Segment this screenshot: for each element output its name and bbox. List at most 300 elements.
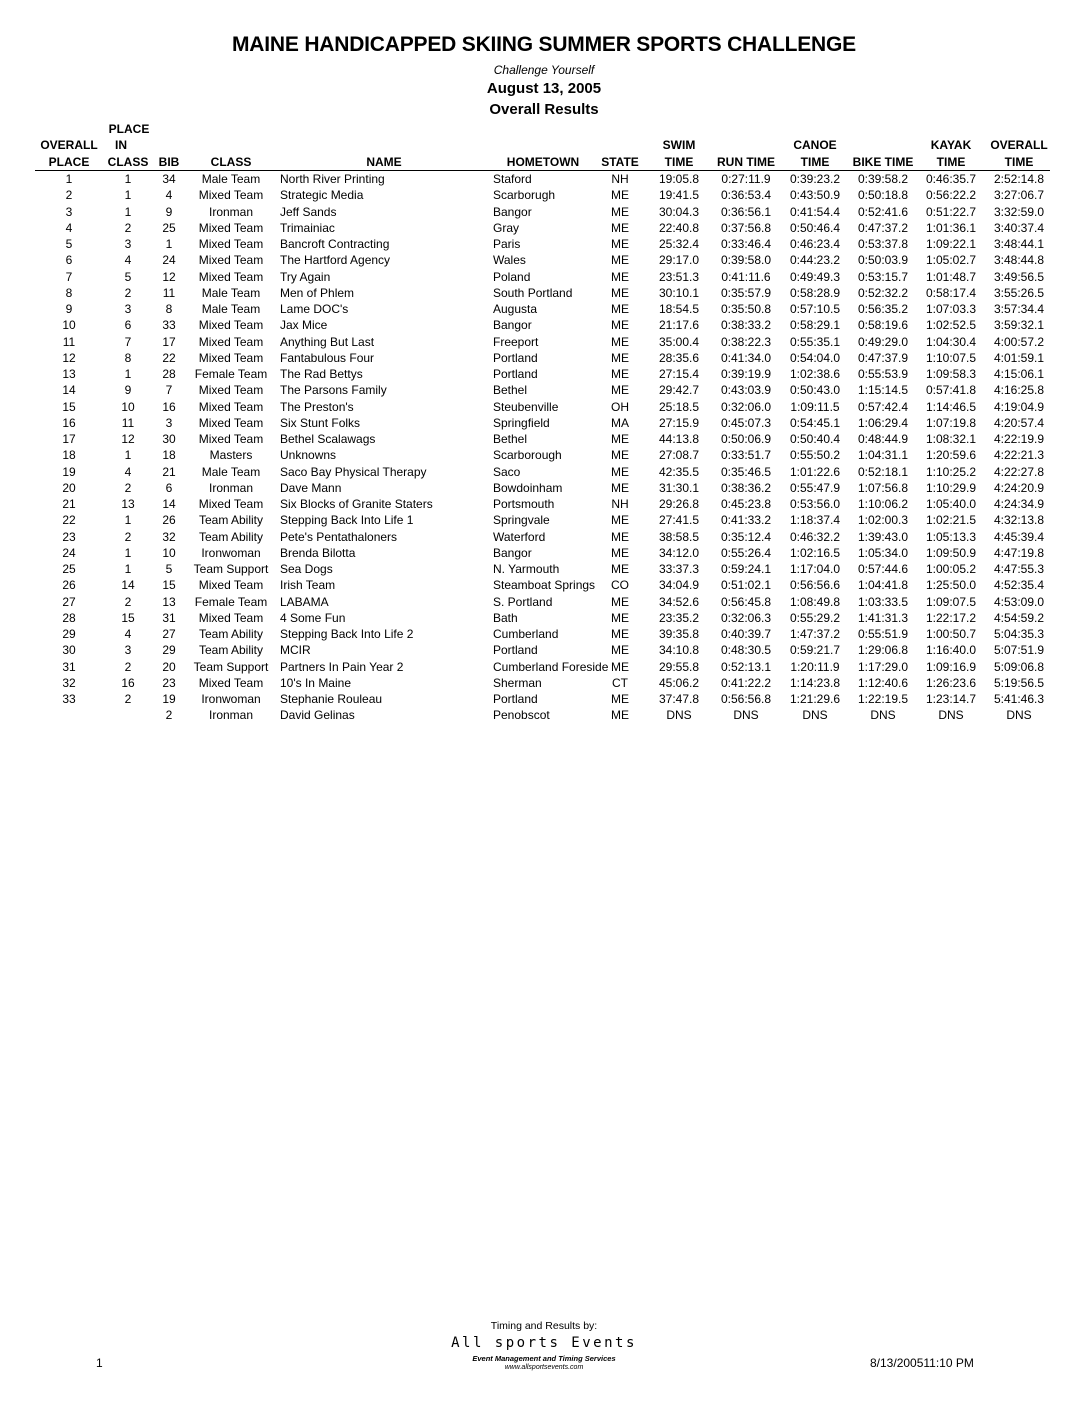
cell-bike-time: 0:50:18.8 — [857, 188, 909, 203]
cell-run-time: 0:40:39.7 — [720, 627, 772, 641]
cell-class: Mixed Team — [198, 497, 264, 511]
cell-kayak-time: 1:09:22.1 — [925, 237, 977, 251]
cell-kayak-time: 1:26:23.6 — [925, 675, 977, 690]
cell-class-place: 2 — [124, 659, 132, 674]
cell-bike-time: 0:53:37.8 — [857, 237, 909, 251]
cell-run-time: 0:39:19.9 — [720, 367, 772, 381]
cell-class: Masters — [209, 448, 253, 463]
cell-state: ME — [611, 367, 629, 381]
cell-class: Male Team — [201, 302, 261, 316]
cell-state: ME — [611, 610, 629, 625]
cell-swim-time: 30:04.3 — [658, 204, 700, 219]
cell-swim-time: 19:41.5 — [658, 188, 700, 203]
cell-overall-time: 3:32:59.0 — [993, 204, 1045, 219]
cell-swim-time: 19:05.8 — [658, 172, 700, 186]
cell-state: ME — [611, 480, 629, 495]
cell-overall-time: 4:22:27.8 — [993, 464, 1045, 479]
cell-class-place: 1 — [124, 188, 132, 203]
cell-bib: 29 — [162, 643, 176, 658]
cell-canoe-time: 0:59:21.7 — [789, 643, 841, 658]
cell-hometown: Portland — [493, 350, 538, 365]
cell-bike-time: 0:49:29.0 — [857, 334, 909, 349]
cell-overall-place: 13 — [62, 367, 76, 381]
cell-kayak-time: 1:10:29.9 — [925, 480, 977, 495]
table-row — [0, 431, 1088, 447]
table-row — [0, 675, 1088, 691]
cell-class-place: 3 — [124, 302, 132, 316]
cell-class: Male Team — [201, 285, 261, 300]
cell-class-place: 11 — [121, 415, 135, 430]
cell-kayak-time: 1:09:07.5 — [925, 594, 977, 609]
cell-overall-place: 28 — [62, 610, 76, 625]
cell-bike-time: 1:07:56.8 — [857, 480, 909, 495]
table-row — [0, 464, 1088, 480]
table-row — [0, 626, 1088, 642]
cell-hometown: Scarborough — [493, 448, 562, 463]
cell-team-name: 10's In Maine — [280, 675, 351, 690]
cell-kayak-time: 1:08:32.1 — [925, 432, 977, 446]
cell-state: MA — [611, 415, 629, 430]
cell-overall-time: 4:32:13.8 — [993, 513, 1045, 528]
cell-team-name: Fantabulous Four — [280, 350, 375, 365]
cell-bike-time: 0:39:58.2 — [857, 172, 909, 186]
cell-swim-time: 29:17.0 — [658, 253, 700, 268]
cell-run-time: 0:43:03.9 — [720, 383, 772, 398]
table-row — [0, 594, 1088, 610]
header-swim: SWIM — [662, 138, 696, 152]
cell-overall-place: 6 — [65, 253, 73, 268]
cell-overall-place: 26 — [62, 578, 76, 593]
cell-overall-place: 21 — [62, 497, 76, 511]
table-row — [0, 187, 1088, 203]
cell-run-time: 0:32:06.3 — [720, 610, 772, 625]
cell-run-time: 0:33:46.4 — [720, 237, 772, 251]
cell-state: ME — [611, 432, 629, 446]
cell-hometown: Augusta — [493, 302, 538, 316]
cell-kayak-time: 1:16:40.0 — [925, 643, 977, 658]
cell-bib: 8 — [165, 302, 173, 316]
cell-kayak-time: 1:09:58.3 — [925, 367, 977, 381]
cell-team-name: North River Printing — [280, 172, 385, 186]
table-row — [0, 415, 1088, 431]
cell-run-time: 0:41:33.2 — [720, 513, 772, 528]
cell-hometown: Freeport — [493, 334, 539, 349]
cell-team-name: Irish Team — [280, 578, 336, 593]
cell-run-time: 0:36:53.4 — [720, 188, 772, 203]
cell-swim-time: 33:37.3 — [658, 562, 700, 576]
table-row — [0, 171, 1088, 187]
cell-team-name: The Hartford Agency — [280, 253, 391, 268]
cell-state: ME — [611, 708, 629, 723]
cell-run-time: 0:45:07.3 — [720, 415, 772, 430]
cell-kayak-time: 1:05:13.3 — [925, 529, 977, 544]
cell-bike-time: 0:53:15.7 — [857, 269, 909, 284]
cell-canoe-time: 0:46:23.4 — [789, 237, 841, 251]
cell-bib: 19 — [162, 692, 176, 706]
cell-overall-time: 4:47:19.8 — [993, 545, 1045, 560]
cell-kayak-time: 1:09:16.9 — [925, 659, 977, 674]
cell-bib: 27 — [162, 627, 176, 641]
cell-hometown: Gray — [493, 220, 520, 235]
cell-run-time: 0:41:11.6 — [721, 269, 771, 284]
cell-class-place: 6 — [124, 318, 132, 333]
cell-class: Mixed Team — [198, 269, 264, 284]
cell-run-time: 0:35:57.9 — [720, 285, 772, 300]
cell-run-time: 0:38:36.2 — [720, 480, 772, 495]
cell-team-name: The Preston's — [280, 399, 354, 414]
table-row — [0, 561, 1088, 577]
cell-swim-time: 34:04.9 — [658, 578, 700, 593]
cell-canoe-time: 1:02:16.5 — [789, 545, 841, 560]
cell-run-time: 0:45:23.8 — [720, 497, 772, 511]
cell-bib: 28 — [162, 367, 176, 381]
cell-team-name: Jeff Sands — [280, 204, 337, 219]
cell-swim-time: 25:18.5 — [658, 399, 700, 414]
cell-kayak-time: 1:07:19.8 — [925, 415, 977, 430]
table-row — [0, 399, 1088, 415]
cell-bib: 22 — [162, 350, 176, 365]
cell-kayak-time: 0:57:41.8 — [925, 383, 977, 398]
cell-bib: 24 — [162, 253, 176, 268]
cell-state: ME — [611, 269, 629, 284]
cell-swim-time: 29:55.8 — [658, 659, 700, 674]
company-url: www.allsportsevents.com — [504, 1364, 584, 1371]
header-overall-time: TIME — [1004, 155, 1034, 169]
cell-state: ME — [611, 350, 629, 365]
cell-bike-time: 0:56:35.2 — [857, 302, 909, 316]
cell-overall-time: 4:00:57.2 — [993, 334, 1045, 349]
cell-overall-time: 3:48:44.8 — [993, 253, 1045, 268]
table-row — [0, 529, 1088, 545]
cell-state: ME — [611, 692, 629, 706]
cell-state: CO — [611, 578, 629, 593]
cell-run-time: 0:36:56.1 — [720, 204, 772, 219]
cell-bike-time: 1:05:34.0 — [857, 545, 909, 560]
cell-team-name: Trimainiac — [280, 220, 335, 235]
cell-class-place: 2 — [124, 692, 132, 706]
cell-kayak-time: 1:09:50.9 — [925, 545, 977, 560]
cell-kayak-time: 1:23:14.7 — [925, 692, 977, 706]
cell-canoe-time: 1:17:04.0 — [789, 562, 841, 576]
cell-overall-time: 4:24:34.9 — [993, 497, 1045, 511]
cell-canoe-time: DNS — [802, 708, 828, 723]
cell-class: Mixed Team — [198, 415, 264, 430]
cell-swim-time: 21:17.6 — [658, 318, 700, 333]
cell-canoe-time: 1:21:29.6 — [789, 692, 841, 706]
cell-overall-place: 7 — [65, 269, 73, 284]
cell-overall-time: 4:45:39.4 — [993, 529, 1045, 544]
header-in: IN — [115, 138, 127, 152]
table-row — [0, 382, 1088, 398]
cell-state: ME — [611, 529, 629, 544]
cell-kayak-time: 1:25:50.0 — [925, 578, 977, 593]
cell-run-time: 0:41:34.0 — [720, 350, 772, 365]
cell-overall-time: 4:52:35.4 — [993, 578, 1045, 593]
table-row — [0, 236, 1088, 252]
cell-bib: 16 — [162, 399, 176, 414]
cell-class: Female Team — [194, 367, 268, 381]
cell-canoe-time: 1:01:22.6 — [789, 464, 841, 479]
cell-canoe-time: 0:55:47.9 — [789, 480, 841, 495]
cell-state: ME — [611, 204, 629, 219]
cell-run-time: 0:56:45.8 — [720, 594, 772, 609]
cell-overall-time: 4:22:19.9 — [993, 432, 1045, 446]
cell-overall-time: 3:40:37.4 — [993, 220, 1045, 235]
cell-bike-time: 1:04:31.1 — [857, 448, 909, 463]
cell-state: ME — [611, 237, 629, 251]
cell-state: ME — [611, 513, 629, 528]
cell-hometown: Staford — [493, 172, 532, 186]
cell-state: ME — [611, 253, 629, 268]
cell-overall-place: 23 — [62, 529, 76, 544]
cell-class-place: 1 — [124, 513, 132, 528]
cell-team-name: Sea Dogs — [280, 562, 333, 576]
cell-state: NH — [611, 497, 629, 511]
cell-bib: 33 — [162, 318, 176, 333]
cell-class-place: 3 — [124, 237, 132, 251]
cell-class: Mixed Team — [198, 334, 264, 349]
cell-state: ME — [611, 643, 629, 658]
cell-class: Team Ability — [198, 627, 264, 641]
cell-class-place: 7 — [124, 334, 132, 349]
cell-hometown: Poland — [493, 269, 531, 284]
cell-kayak-time: 1:00:05.2 — [925, 562, 977, 576]
cell-overall-place: 27 — [62, 594, 76, 609]
cell-class-place: 4 — [124, 464, 132, 479]
cell-class: Team Support — [193, 659, 269, 674]
cell-team-name: 4 Some Fun — [280, 610, 346, 625]
cell-bib: 6 — [165, 480, 173, 495]
cell-bike-time: 0:52:32.2 — [857, 285, 909, 300]
cell-canoe-time: 0:46:32.2 — [789, 529, 841, 544]
cell-canoe-time: 0:39:23.2 — [789, 172, 841, 186]
table-row — [0, 301, 1088, 317]
cell-class: Team Ability — [198, 513, 264, 528]
cell-class-place: 14 — [121, 578, 135, 593]
cell-hometown: Springvale — [493, 513, 550, 528]
cell-overall-time: 4:54:59.2 — [993, 610, 1045, 625]
cell-bib: 5 — [165, 562, 173, 576]
cell-class: Mixed Team — [198, 383, 264, 398]
cell-overall-time: 5:07:51.9 — [993, 643, 1045, 658]
header-overall-top: OVERALL — [40, 138, 98, 152]
cell-bib: 15 — [162, 578, 176, 593]
cell-kayak-time: 1:04:30.4 — [925, 334, 977, 349]
cell-run-time: 0:41:22.2 — [720, 675, 772, 690]
cell-overall-time: 4:01:59.1 — [993, 350, 1045, 365]
cell-bib: 23 — [162, 675, 176, 690]
cell-bike-time: 1:29:06.8 — [857, 643, 909, 658]
cell-bike-time: 0:55:53.9 — [857, 367, 909, 381]
table-row — [0, 317, 1088, 333]
cell-overall-time: DNS — [1006, 708, 1032, 723]
header-state: STATE — [601, 155, 639, 169]
cell-canoe-time: 0:50:46.4 — [789, 220, 841, 235]
cell-bib: 4 — [165, 188, 173, 203]
cell-overall-time: 4:19:04.9 — [993, 399, 1045, 414]
cell-hometown: S. Portland — [493, 594, 553, 609]
table-row — [0, 707, 1088, 723]
cell-team-name: LABAMA — [280, 594, 329, 609]
cell-run-time: 0:38:33.2 — [720, 318, 772, 333]
cell-kayak-time: 1:01:48.7 — [925, 269, 977, 284]
cell-class-place: 1 — [124, 204, 132, 219]
cell-swim-time: 23:35.2 — [658, 610, 700, 625]
cell-team-name: Lame DOC's — [280, 302, 349, 316]
company-logo: All sports Events — [451, 1335, 637, 1351]
cell-overall-place: 30 — [62, 643, 76, 658]
cell-bike-time: 1:10:06.2 — [857, 497, 909, 511]
cell-overall-time: 5:09:06.8 — [993, 659, 1045, 674]
cell-run-time: 0:37:56.8 — [720, 220, 772, 235]
cell-swim-time: 23:51.3 — [658, 269, 700, 284]
cell-team-name: Strategic Media — [280, 188, 364, 203]
cell-swim-time: 31:30.1 — [658, 480, 700, 495]
cell-bib: 18 — [162, 448, 176, 463]
cell-state: ME — [611, 448, 629, 463]
cell-bib: 10 — [162, 545, 176, 560]
cell-class: Team Ability — [198, 643, 264, 658]
cell-team-name: Partners In Pain Year 2 — [280, 659, 404, 674]
cell-team-name: Men of Phlem — [280, 285, 355, 300]
cell-overall-place: 20 — [62, 480, 76, 495]
cell-overall-place: 19 — [62, 464, 76, 479]
header-canoe-time: TIME — [800, 155, 830, 169]
cell-swim-time: 28:35.6 — [658, 350, 700, 365]
cell-class-place: 2 — [124, 220, 132, 235]
cell-team-name: Six Stunt Folks — [280, 415, 361, 430]
cell-class: Mixed Team — [198, 675, 264, 690]
table-row — [0, 220, 1088, 236]
cell-canoe-time: 0:43:50.9 — [789, 188, 841, 203]
cell-overall-time: 3:55:26.5 — [993, 285, 1045, 300]
header-class: CLASS — [210, 155, 252, 169]
cell-team-name: Stephanie Rouleau — [280, 692, 383, 706]
cell-kayak-time: 1:00:50.7 — [925, 627, 977, 641]
table-row — [0, 480, 1088, 496]
cell-bike-time: 1:12:40.6 — [857, 675, 909, 690]
cell-class: Mixed Team — [198, 220, 264, 235]
page-number: 1 — [96, 1356, 103, 1370]
cell-swim-time: 27:15.4 — [658, 367, 700, 381]
cell-class-place: 1 — [124, 562, 132, 576]
cell-hometown: Saco — [493, 464, 521, 479]
timing-credit: Timing and Results by: — [490, 1320, 598, 1332]
cell-swim-time: 37:47.8 — [658, 692, 700, 706]
cell-state: ME — [611, 659, 629, 674]
cell-canoe-time: 0:56:56.6 — [789, 578, 841, 593]
cell-state: ME — [611, 188, 629, 203]
cell-kayak-time: 1:10:07.5 — [925, 350, 977, 365]
cell-kayak-time: 1:20:59.6 — [925, 448, 977, 463]
cell-canoe-time: 1:02:38.6 — [789, 367, 841, 381]
cell-class-place: 1 — [124, 367, 132, 381]
cell-class-place: 4 — [124, 253, 132, 268]
cell-overall-place: 9 — [65, 302, 73, 316]
cell-canoe-time: 1:18:37.4 — [789, 513, 841, 528]
cell-canoe-time: 0:58:29.1 — [789, 318, 841, 333]
cell-team-name: The Rad Bettys — [280, 367, 363, 381]
cell-bib: 25 — [162, 220, 176, 235]
cell-hometown: Penobscot — [493, 708, 550, 723]
cell-canoe-time: 0:55:35.1 — [789, 334, 841, 349]
cell-state: ME — [611, 627, 629, 641]
cell-kayak-time: 1:05:40.0 — [925, 497, 977, 511]
cell-team-name: Stepping Back Into Life 1 — [280, 513, 414, 528]
cell-bike-time: 0:50:03.9 — [857, 253, 909, 268]
cell-swim-time: 18:54.5 — [658, 302, 700, 316]
cell-bib: 13 — [162, 594, 176, 609]
cell-canoe-time: 0:49:49.3 — [789, 269, 841, 284]
cell-class: Mixed Team — [198, 188, 264, 203]
cell-bike-time: DNS — [870, 708, 896, 723]
cell-bike-time: 1:22:19.5 — [857, 692, 909, 706]
cell-kayak-time: 1:01:36.1 — [925, 220, 977, 235]
cell-bib: 11 — [162, 285, 176, 300]
cell-hometown: Bethel — [493, 383, 528, 398]
cell-class: Team Support — [193, 562, 269, 576]
cell-class: Ironman — [208, 480, 254, 495]
cell-canoe-time: 0:50:43.0 — [789, 383, 841, 398]
cell-overall-place: 24 — [62, 545, 76, 560]
cell-bike-time: 0:47:37.2 — [857, 220, 909, 235]
cell-run-time: 0:35:50.8 — [720, 302, 772, 316]
cell-overall-time: 5:19:56.5 — [993, 675, 1045, 690]
table-row — [0, 285, 1088, 301]
cell-overall-time: 4:47:55.3 — [993, 562, 1045, 576]
cell-swim-time: 29:26.8 — [658, 497, 700, 511]
header-canoe: CANOE — [793, 138, 837, 152]
cell-canoe-time: 1:20:11.9 — [790, 659, 840, 674]
cell-hometown: Bowdoinham — [493, 480, 563, 495]
cell-hometown: Bangor — [493, 545, 532, 560]
cell-run-time: 0:55:26.4 — [720, 545, 772, 560]
table-row — [0, 642, 1088, 658]
cell-overall-place: 2 — [65, 188, 73, 203]
cell-swim-time: 45:06.2 — [658, 675, 700, 690]
cell-canoe-time: 0:54:04.0 — [789, 350, 841, 365]
report-header — [0, 32, 1088, 120]
cell-canoe-time: 0:50:40.4 — [789, 432, 841, 446]
cell-canoe-time: 0:55:29.2 — [789, 610, 841, 625]
cell-bike-time: 1:17:29.0 — [857, 659, 909, 674]
cell-run-time: 0:48:30.5 — [720, 643, 772, 658]
cell-run-time: 0:51:02.1 — [720, 578, 772, 593]
cell-overall-place: 4 — [65, 220, 73, 235]
cell-hometown: Portland — [493, 367, 538, 381]
cell-bike-time: 0:55:51.9 — [857, 627, 909, 641]
cell-class: Mixed Team — [198, 318, 264, 333]
cell-class: Ironwoman — [201, 692, 261, 706]
table-row — [0, 252, 1088, 268]
table-row — [0, 691, 1088, 707]
cell-class: Mixed Team — [198, 399, 264, 414]
cell-team-name: Jax Mice — [280, 318, 328, 333]
cell-overall-time: 4:15:06.1 — [993, 367, 1045, 381]
header-overall-top-right: OVERALL — [990, 138, 1048, 152]
cell-bib: 21 — [162, 464, 176, 479]
cell-hometown: Steamboat Springs — [493, 578, 596, 593]
cell-team-name: Saco Bay Physical Therapy — [280, 464, 427, 479]
table-row — [0, 496, 1088, 512]
cell-overall-place: 29 — [62, 627, 76, 641]
cell-hometown: Sherman — [493, 675, 542, 690]
cell-class-place: 13 — [121, 497, 135, 511]
cell-canoe-time: 1:08:49.8 — [789, 594, 841, 609]
cell-swim-time: 34:52.6 — [658, 594, 700, 609]
cell-kayak-time: 0:56:22.2 — [925, 188, 977, 203]
cell-bib: 7 — [165, 383, 173, 398]
